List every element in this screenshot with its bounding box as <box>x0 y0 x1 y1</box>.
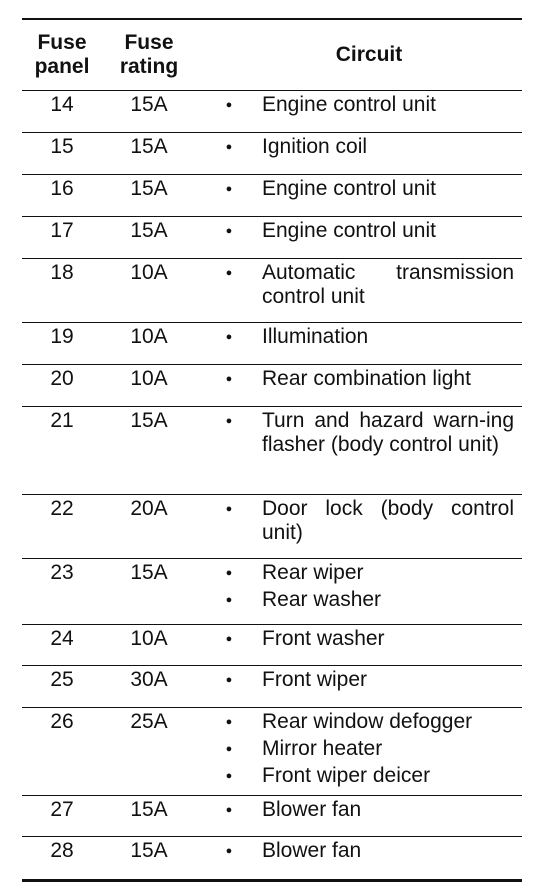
circuit-list <box>196 367 522 406</box>
table-body <box>22 91 522 879</box>
table-row <box>22 666 522 708</box>
fuse-rating: 10A <box>130 367 168 390</box>
circuit-item <box>196 668 522 695</box>
circuit-item <box>196 561 522 588</box>
bullet-icon <box>196 561 262 588</box>
circuit-name: Rear window defogger <box>262 710 473 733</box>
circuit-name: Rear combination light <box>262 367 471 390</box>
circuit-list <box>196 561 522 624</box>
bullet-icon <box>196 93 262 120</box>
circuit-name: Door lock (body control unit) <box>262 497 514 544</box>
fuse-rating: 30A <box>130 668 168 691</box>
table-row <box>22 796 522 837</box>
circuit-item <box>196 261 522 309</box>
fuse-panel-number: 16 <box>50 177 74 200</box>
bullet-icon <box>196 135 262 162</box>
table-row <box>22 407 522 495</box>
table-row <box>22 133 522 175</box>
bullet-icon <box>196 588 262 615</box>
circuit-list <box>196 497 522 558</box>
circuit-item <box>196 325 522 352</box>
header-fuse-rating-line1: Fuse <box>124 31 174 54</box>
header-circuit: Circuit <box>335 43 403 66</box>
circuit-item <box>196 588 522 615</box>
fuse-rating: 15A <box>130 135 168 158</box>
table-row <box>22 708 522 796</box>
circuit-name: Ignition coil <box>262 135 368 158</box>
bullet-icon <box>196 839 262 866</box>
circuit-name: Engine control unit <box>262 93 436 116</box>
fuse-panel-number: 17 <box>50 219 74 242</box>
table-row <box>22 625 522 666</box>
circuit-list <box>196 93 522 132</box>
circuit-list <box>196 261 522 322</box>
circuit-list <box>196 177 522 216</box>
circuit-list <box>196 668 522 707</box>
fuse-panel-number: 19 <box>50 325 74 348</box>
header-fuse-panel-line2: panel <box>34 55 90 78</box>
bullet-icon <box>196 177 262 204</box>
fuse-rating: 15A <box>130 409 168 432</box>
circuit-name: Front washer <box>262 627 385 650</box>
bullet-icon <box>196 409 262 457</box>
circuit-name: Blower fan <box>262 798 362 821</box>
circuit-list <box>196 325 522 364</box>
circuit-name: Turn and hazard warn-ing flasher (body control unit) <box>262 409 514 456</box>
fuse-rating: 15A <box>130 219 168 242</box>
fuse-panel-number: 25 <box>50 668 74 691</box>
table-row <box>22 91 522 133</box>
header-fuse-rating <box>102 20 196 90</box>
table-row <box>22 365 522 407</box>
header-fuse-panel-line1: Fuse <box>37 31 87 54</box>
fuse-rating: 10A <box>130 325 168 348</box>
circuit-item <box>196 497 522 545</box>
circuit-item <box>196 135 522 162</box>
circuit-item <box>196 93 522 120</box>
fuse-panel-number: 20 <box>50 367 74 390</box>
circuit-name: Rear washer <box>262 588 382 611</box>
table-row <box>22 837 522 879</box>
circuit-item <box>196 764 522 791</box>
circuit-list <box>196 627 522 665</box>
circuit-name: Automatic transmission control unit <box>262 261 514 308</box>
circuit-item <box>196 839 522 866</box>
circuit-list <box>196 798 522 836</box>
table-row <box>22 217 522 259</box>
fuse-rating: 10A <box>130 261 168 284</box>
bullet-icon <box>196 710 262 737</box>
circuit-list <box>196 219 522 258</box>
circuit-item <box>196 710 522 737</box>
bullet-icon <box>196 497 262 545</box>
fuse-panel-number: 26 <box>50 710 74 733</box>
fuse-rating: 15A <box>130 177 168 200</box>
circuit-name: Mirror heater <box>262 737 383 760</box>
fuse-rating: 15A <box>130 798 168 821</box>
fuse-rating: 10A <box>130 627 168 650</box>
fuse-panel-number: 21 <box>50 409 74 432</box>
table-row <box>22 559 522 625</box>
bullet-icon <box>196 764 262 791</box>
circuit-list <box>196 710 522 795</box>
circuit-name: Illumination <box>262 325 369 348</box>
circuit-name: Blower fan <box>262 839 362 862</box>
table-row <box>22 259 522 323</box>
fuse-rating: 15A <box>130 93 168 116</box>
circuit-name: Front wiper deicer <box>262 764 431 787</box>
fuse-panel-number: 22 <box>50 497 74 520</box>
bullet-icon <box>196 325 262 352</box>
fuse-panel-number: 27 <box>50 798 74 821</box>
circuit-list <box>196 135 522 174</box>
circuit-list <box>196 409 522 494</box>
circuit-item <box>196 367 522 394</box>
header-fuse-panel <box>22 20 102 90</box>
circuit-item <box>196 409 522 457</box>
circuit-name: Rear wiper <box>262 561 364 584</box>
fuse-rating: 25A <box>130 710 168 733</box>
fuse-panel-number: 15 <box>50 135 74 158</box>
table-header <box>22 20 522 91</box>
circuit-name: Front wiper <box>262 668 368 691</box>
circuit-item <box>196 798 522 825</box>
circuit-item <box>196 177 522 204</box>
fuse-rating: 15A <box>130 561 168 584</box>
bullet-icon <box>196 219 262 246</box>
fuse-table <box>22 18 522 882</box>
fuse-panel-number: 24 <box>50 627 74 650</box>
table-row <box>22 323 522 365</box>
bullet-icon <box>196 261 262 309</box>
bullet-icon <box>196 627 262 654</box>
fuse-panel-number: 28 <box>50 839 74 862</box>
fuse-rating: 15A <box>130 839 168 862</box>
bullet-icon <box>196 367 262 394</box>
table-row <box>22 495 522 559</box>
circuit-item <box>196 219 522 246</box>
header-fuse-rating-line2: rating <box>119 55 179 78</box>
fuse-rating: 20A <box>130 497 168 520</box>
table-row <box>22 175 522 217</box>
circuit-list <box>196 839 522 879</box>
bullet-icon <box>196 737 262 764</box>
fuse-panel-number: 14 <box>50 93 74 116</box>
circuit-name: Engine control unit <box>262 177 436 200</box>
circuit-item <box>196 627 522 654</box>
circuit-item <box>196 737 522 764</box>
bullet-icon <box>196 798 262 825</box>
fuse-panel-number: 18 <box>50 261 74 284</box>
bullet-icon <box>196 668 262 695</box>
circuit-name: Engine control unit <box>262 219 436 242</box>
fuse-panel-number: 23 <box>50 561 74 584</box>
